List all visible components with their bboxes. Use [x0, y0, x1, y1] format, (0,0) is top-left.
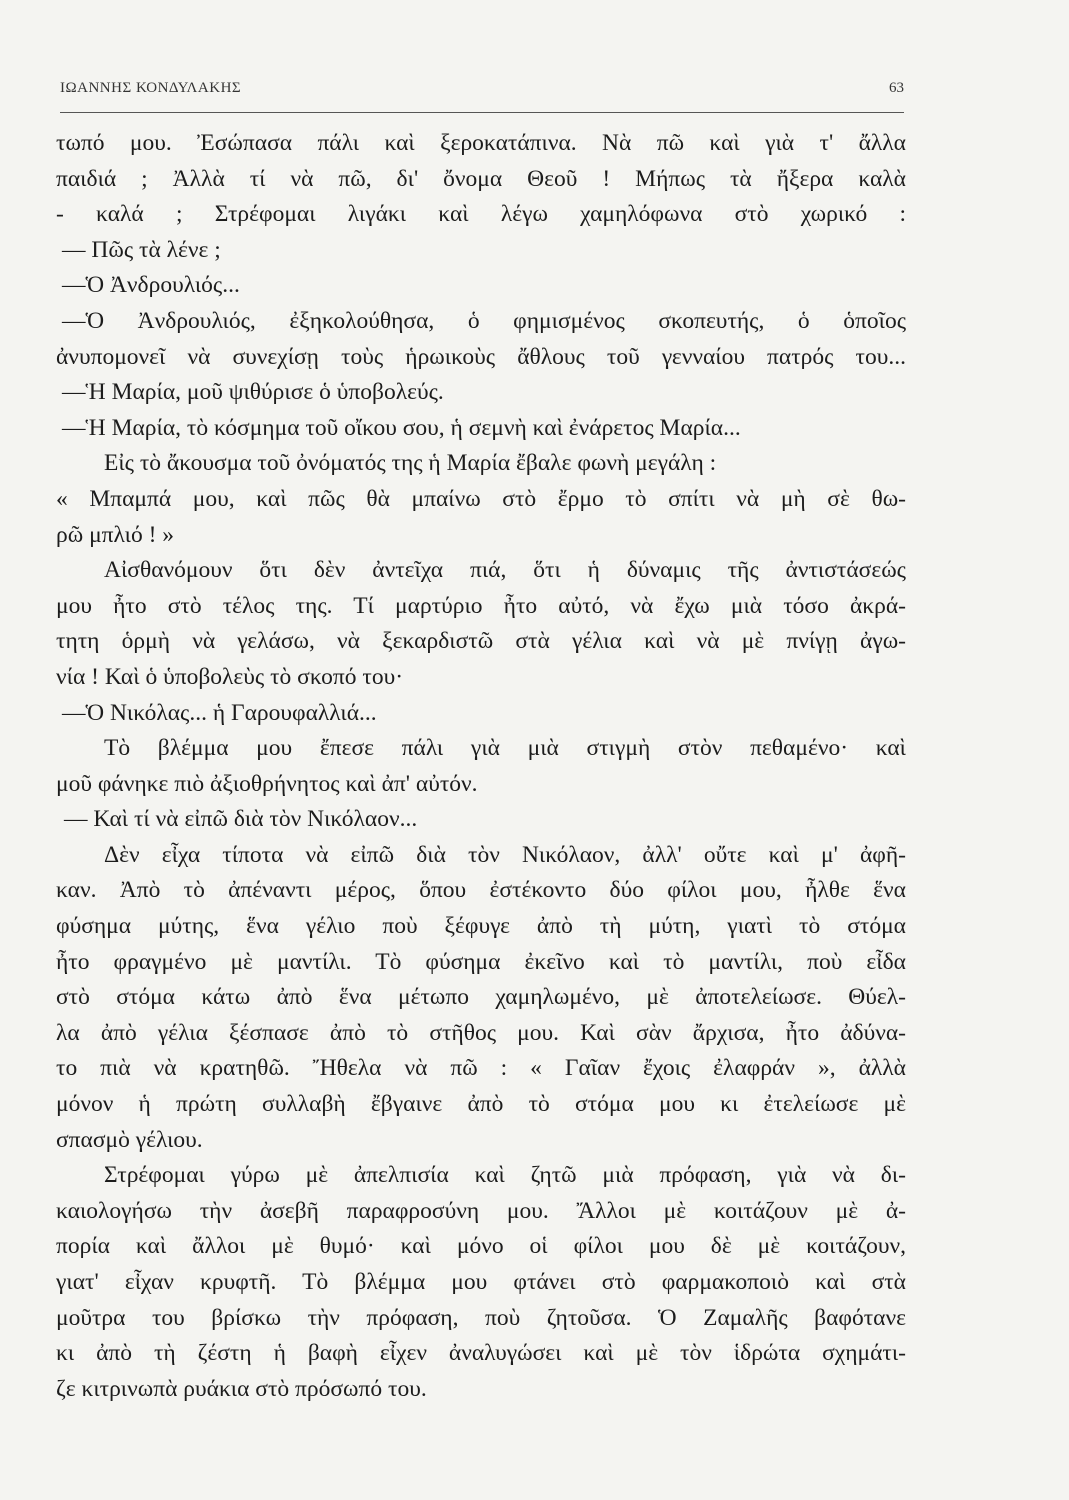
text-line: νία ! Καὶ ὁ ὑποβολεὺς τὸ σκοπό του·: [56, 663, 404, 690]
paragraph-first-line: Στρέφομαι γύρω μὲ ἀπελπισία καὶ ζητῶ μιὰ πρόφαση, γιὰ νὰ δι-: [104, 1162, 906, 1189]
text-line: ρῶ μπλιό ! »: [56, 521, 175, 548]
text-line: γιατ' εἶχαν κρυφτῆ. Τὸ βλέμμα μου φτάνει στὸ φαρμακοποιὸ καὶ στὰ: [56, 1269, 906, 1295]
header-rule: [60, 112, 904, 113]
text-line: φύσημα μύτης, ἕνα γέλιο ποὺ ξέφυγε ἀπὸ τὴ μύτη, γιατὶ τὸ στόμα: [56, 913, 906, 940]
paragraph-first-line: Αἰσθανόμουν ὅτι δὲν ἀντεῖχα πιά, ὅτι ἡ δύναμις τῆς ἀντιστάσεώς: [104, 557, 906, 584]
paragraph-first-line: Δὲν εἶχα τίποτα νὰ εἰπῶ διὰ τὸν Νικόλαον, ἀλλ' οὔτε καὶ μ' ἀφῆ-: [104, 841, 906, 868]
header-author: ΙΩΑΝΝΗΣ ΚΟΝΔΥΛΑΚΗΣ: [60, 80, 242, 96]
dialogue-line: — Πῶς τὰ λένε ;: [62, 236, 221, 263]
text-line: ἦτο φραγμένο μὲ μαντίλι. Τὸ φύσημα ἐκεῖνο καὶ τὸ μαντίλι, ποὺ εἶδα: [56, 948, 906, 975]
dialogue-line: —Ἡ Μαρία, μοῦ ψιθύρισε ὁ ὑποβολεύς.: [62, 379, 444, 406]
text-line: τωπό μου. Ἐσώπασα πάλι καὶ ξεροκατάπινα. Νὰ πῶ καὶ γιὰ τ' ἄλλα: [56, 130, 906, 156]
text-line: ζε κιτρινωπὰ ρυάκια στὸ πρόσωπό του.: [56, 1375, 427, 1402]
dialogue-line: —Ὁ Ἀνδρουλιός...: [62, 272, 240, 299]
text-line: σπασμὸ γέλιου.: [56, 1126, 203, 1153]
text-line: λα ἀπὸ γέλια ξέσπασε ἀπὸ τὸ στῆθος μου. Καὶ σὰν ἄρχισα, ἦτο ἀδύνα-: [56, 1019, 906, 1046]
text-line: πορία καὶ ἄλλοι μὲ θυμό· καὶ μόνο οἱ φίλοι μου δὲ μὲ κοιτάζουν,: [56, 1233, 906, 1260]
text-line: μοῦ φάνηκε πιὸ ἀξιοθρήνητος καὶ ἀπ' αὐτόν.: [56, 770, 478, 797]
text-line: κι ἀπὸ τὴ ζέστη ἡ βαφὴ εἶχεν ἀναλυγώσει καὶ μὲ τὸν ἱδρώτα σχημάτι-: [56, 1340, 906, 1367]
text-line: ἀνυπομονεῖ νὰ συνεχίσῃ τοὺς ἡρωικοὺς ἄθλους τοῦ γενναίου πατρός του...: [56, 343, 906, 370]
text-line: καν. Ἀπὸ τὸ ἀπέναντι μέρος, ὅπου ἐστέκοντο δύο φίλοι μου, ἦλθε ἕνα: [56, 877, 906, 904]
text-line: στὸ στόμα κάτω ἀπὸ ἕνα μέτωπο χαμηλωμένο, μὲ ἀποτελείωσε. Θύελ-: [56, 984, 906, 1011]
text-line: παιδιά ; Ἀλλὰ τί νὰ πῶ, δι' ὄνομα Θεοῦ ! Μήπως τὰ ἤξερα καλὰ: [56, 165, 906, 192]
paragraph-first-line: Εἰς τὸ ἄκουσμα τοῦ ὀνόματός της ἡ Μαρία ἔβαλε φωνὴ μεγάλη :: [104, 450, 717, 477]
text-line: « Μπαμπά μου, καὶ πῶς θὰ μπαίνω στὸ ἔρμο τὸ σπίτι νὰ μὴ σὲ θω-: [56, 485, 906, 512]
dialogue-line: —Ὁ Ἀνδρουλιός, ἐξηκολούθησα, ὁ φημισμένος σκοπευτής, ὁ ὁποῖος: [62, 307, 906, 334]
text-line: το πιὰ νὰ κρατηθῶ. Ἤθελα νὰ πῶ : « Γαῖαν ἔχοις ἐλαφράν », ἀλλὰ: [56, 1055, 906, 1082]
dialogue-line: —Ὁ Νικόλας... ἡ Γαρουφαλλιά...: [62, 699, 377, 726]
paragraph-first-line: Τὸ βλέμμα μου ἔπεσε πάλι γιὰ μιὰ στιγμὴ στὸν πεθαμένο· καὶ: [104, 735, 906, 762]
text-line: μόνον ἡ πρώτη συλλαβὴ ἔβγαινε ἀπὸ τὸ στόμα μου κι ἐτελείωσε μὲ: [56, 1091, 906, 1118]
dialogue-line: —Ἡ Μαρία, τὸ κόσμημα τοῦ οἴκου σου, ἡ σεμνὴ καὶ ἐνάρετος Μαρία...: [62, 414, 741, 441]
text-line: μου ἦτο στὸ τέλος της. Τί μαρτύριο ἦτο αὐτό, νὰ ἔχω μιὰ τόσο ἀκρά-: [56, 592, 906, 619]
text-line: τητη ὁρμὴ νὰ γελάσω, νὰ ξεκαρδιστῶ στὰ γέλια καὶ νὰ μὲ πνίγῃ ἀγω-: [56, 628, 906, 655]
text-line: μοῦτρα του βρίσκω τὴν πρόφαση, ποὺ ζητοῦσα. Ὁ Ζαμαλῆς βαφότανε: [56, 1304, 906, 1331]
page-number: 63: [889, 80, 904, 96]
dialogue-line: — Καὶ τί νὰ εἰπῶ διὰ τὸν Νικόλαον...: [64, 806, 418, 833]
text-line: - καλά ; Στρέφομαι λιγάκι καὶ λέγω χαμηλόφωνα στὸ χωρικό :: [56, 201, 906, 228]
running-header: [60, 80, 904, 104]
body-text: [56, 126, 906, 1407]
text-line: καιολογήσω τὴν ἀσεβῆ παραφροσύνη μου. Ἄλλοι μὲ κοιτάζουν μὲ ἀ-: [56, 1197, 906, 1224]
